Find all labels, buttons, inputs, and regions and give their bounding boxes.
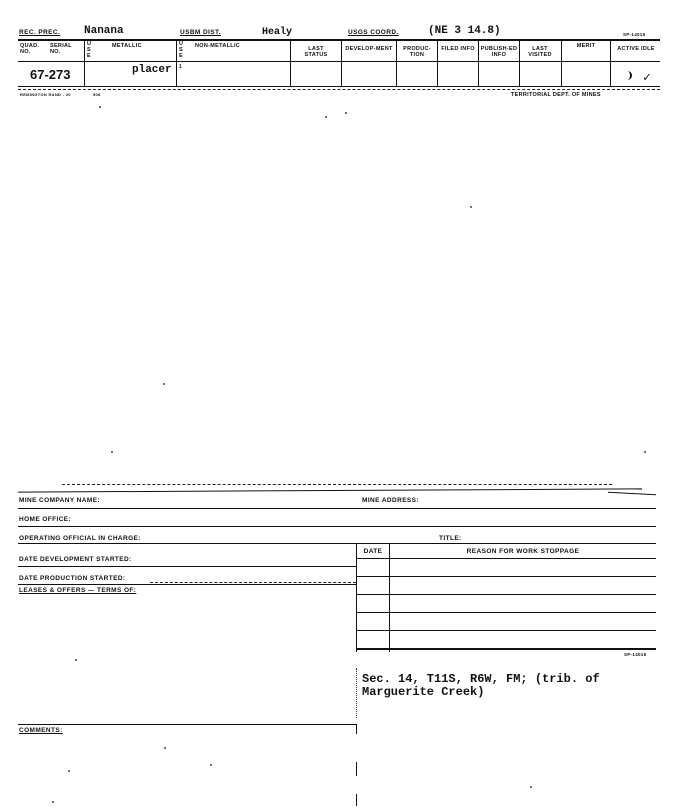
- mine-company-name-label: MINE COMPANY NAME:: [19, 497, 100, 504]
- home-office-label: HOME OFFICE:: [19, 516, 72, 523]
- col-uses-letters-nonmetallic: U S E: [179, 41, 184, 59]
- col-header-non-metallic: NON-METALLIC: [195, 43, 241, 49]
- speck: [52, 801, 54, 803]
- footer-right-text: TERRITORIAL DEPT. OF MINES: [511, 92, 601, 98]
- col-header-production: PRODUC-TION: [403, 46, 431, 58]
- speck: [325, 116, 327, 118]
- speck: [99, 106, 101, 108]
- stoppage-date-header: DATE: [363, 548, 383, 555]
- speck: [210, 764, 212, 766]
- col-header-last-status: LAST STATUS: [304, 46, 328, 58]
- col-header-metallic: METALLIC: [112, 43, 142, 49]
- operating-official-label: OPERATING OFFICIAL IN CHARGE:: [19, 535, 141, 542]
- row-rule: [150, 582, 356, 583]
- col-header-last-visited: LAST VISITED: [528, 46, 552, 58]
- col-header-development: DEVELOP-MENT: [345, 46, 393, 52]
- footer-left-text: REMINGTON RAND - 20: [20, 92, 71, 97]
- date-development-started-label: DATE DEVELOPMENT STARTED:: [19, 556, 132, 563]
- stoppage-row-rule: [356, 630, 656, 631]
- quad-serial-value: 67-273: [30, 67, 71, 82]
- col-header-quad-no: QUAD. NO.: [20, 43, 40, 55]
- lower-divider: [356, 668, 357, 718]
- usgs-coord-value: (NE 3 14.8): [428, 25, 501, 37]
- idle-mark-icon: [622, 71, 632, 80]
- speck: [163, 383, 165, 385]
- mine-address-label: MINE ADDRESS:: [362, 497, 419, 504]
- speck: [111, 451, 113, 453]
- col-header-merit: MERIT: [576, 43, 596, 49]
- col-sep: [176, 39, 177, 86]
- top-card-footer-rule: [18, 89, 660, 90]
- speck: [164, 747, 166, 749]
- top-card-column-rule: [18, 61, 660, 62]
- col-sep: [610, 39, 611, 86]
- col-header-serial-no: SERIAL NO.: [50, 43, 72, 55]
- leases-offers-label: LEASES & OFFERS — TERMS OF:: [19, 587, 137, 594]
- speck: [68, 770, 70, 772]
- speck: [75, 659, 77, 661]
- comments-top-rule: [18, 724, 356, 725]
- speck: [470, 206, 472, 208]
- row-rule: [18, 566, 356, 567]
- row-rule: [18, 508, 656, 509]
- row-rule: [18, 584, 356, 585]
- col-sep: [396, 39, 397, 86]
- stoppage-row-rule: [356, 558, 656, 559]
- metallic-value: placer: [132, 64, 172, 76]
- speck: [530, 786, 532, 788]
- row-mark: 1: [179, 64, 183, 70]
- active-check-icon: ✓: [643, 70, 651, 85]
- date-production-started-label: DATE PRODUCTION STARTED:: [19, 575, 126, 582]
- usgs-coord-label: USGS COORD.: [348, 29, 399, 36]
- bottom-card-top-rule-tail: [608, 492, 656, 496]
- lower-divider: [356, 794, 357, 806]
- stoppage-table-date-divider: [389, 543, 390, 652]
- stoppage-row-rule: [356, 576, 656, 577]
- title-label: TITLE:: [439, 535, 462, 542]
- lower-divider: [356, 762, 357, 776]
- col-sep: [290, 39, 291, 86]
- stoppage-reason-header: REASON FOR WORK STOPPAGE: [466, 548, 580, 555]
- rec-prec-value: Nanana: [84, 25, 124, 37]
- col-header-filed-info: FILED INFO: [441, 46, 475, 52]
- usbm-dist-label: USBM DIST.: [180, 29, 221, 36]
- location-description-line-2: Marguerite Creek): [362, 685, 485, 699]
- col-sep: [478, 39, 479, 86]
- top-card-header-rule: [18, 39, 660, 41]
- location-description-line-1: Sec. 14, T11S, R6W, FM; (trib. of: [362, 672, 600, 686]
- col-sep: [437, 39, 438, 86]
- bottom-form-number: SP-14016: [624, 652, 647, 657]
- col-uses-letters-metallic: U S E: [87, 41, 92, 59]
- col-sep: [84, 39, 85, 86]
- speck: [644, 451, 646, 453]
- lower-divider: [356, 724, 357, 734]
- comments-label: COMMENTS:: [19, 727, 63, 734]
- stoppage-bottom-rule: [356, 648, 656, 650]
- footer-left-code: 508: [93, 92, 101, 97]
- usbm-dist-value: Healy: [262, 27, 293, 38]
- bottom-card-top-rule: [18, 488, 642, 492]
- top-card-row-rule: [18, 86, 660, 87]
- stoppage-row-rule: [356, 612, 656, 613]
- row-rule: [18, 526, 656, 527]
- stoppage-row-rule: [356, 594, 656, 595]
- col-sep: [341, 39, 342, 86]
- row-rule: [18, 543, 656, 544]
- top-form-number: SP-14015: [623, 32, 646, 37]
- stoppage-table-left-border: [356, 543, 357, 652]
- rec-prec-label: REC. PREC.: [19, 29, 61, 36]
- speck: [345, 112, 347, 114]
- col-sep: [519, 39, 520, 86]
- col-header-active-idle: ACTIVE IDLE: [617, 46, 655, 52]
- bottom-card-top-dashed-rule: [62, 484, 612, 485]
- col-header-published-info: PUBLISH-ED INFO: [480, 46, 518, 58]
- col-sep: [561, 39, 562, 86]
